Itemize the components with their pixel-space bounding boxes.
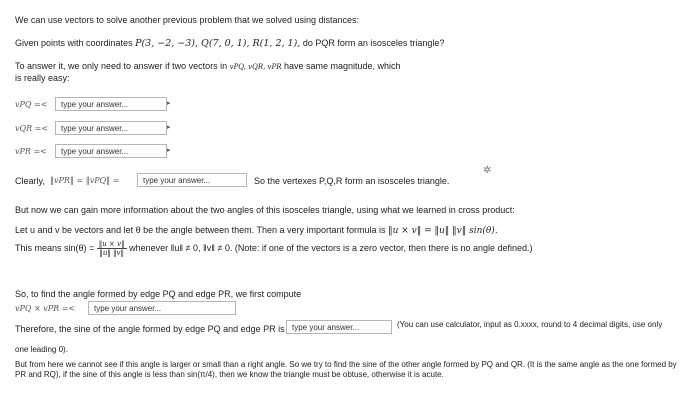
vec-pr-input[interactable]: type your answer... xyxy=(55,144,167,158)
answer-vectors: vPQ, vQR, vPR xyxy=(229,63,282,71)
clearly-expr: ‖vPR‖ = ‖vPQ‖ = xyxy=(50,176,120,185)
clearly-prefix: Clearly, xyxy=(15,176,45,186)
vec-qr-arrow-icon[interactable]: ▸ xyxy=(167,124,171,131)
let-text xyxy=(15,225,498,236)
means-prefix: This means sin(θ) = xyxy=(15,242,95,253)
vec-pr-arrow-icon[interactable]: ▸ xyxy=(167,147,171,154)
fraction-numerator: ‖u × v‖ xyxy=(98,240,125,248)
answer-text-line2: is really easy: xyxy=(15,73,70,83)
vec-qr-input[interactable]: type your answer... xyxy=(55,121,167,135)
intro-text: We can use vectors to solve another previous problem that we solved using distances: xyxy=(15,15,360,25)
so-find-text: So, to find the angle formed by edge PQ and edge PR, we first compute xyxy=(15,289,302,299)
therefore-prefix: Therefore, the sine of the angle formed by edge PQ and edge PR is xyxy=(15,324,285,334)
vec-pq-input[interactable]: type your answer... xyxy=(55,97,167,111)
vec-qr-label: vQR =< xyxy=(15,124,49,133)
answer-prefix: To answer it, we only need to answer if two vectors in xyxy=(15,61,228,71)
given-prefix: Given points with coordinates xyxy=(15,38,133,48)
cross-input[interactable]: type your answer... xyxy=(88,301,236,315)
let-formula: ‖u × v‖ = ‖u‖ ‖v‖ sin(θ). xyxy=(388,226,498,236)
gear-icon[interactable]: ✲ xyxy=(483,165,492,176)
sine-input[interactable]: type your answer... xyxy=(286,320,392,334)
vec-pr-label: vPR =< xyxy=(15,147,47,156)
sine-fraction xyxy=(97,240,127,257)
cross-label: vPQ × vPR =< xyxy=(15,304,76,313)
but-from-text: But from here we cannot see if this angle is larger or small than a right angle. So we try to find the sine of the other angle formed by PQ and QR. (It is the same angle as the one formed by PR and RQ), if the sine of this angle is less than sin(π/4), then we know the triangle must be obtuse, otherwise it is acute. xyxy=(15,360,677,379)
means-text xyxy=(15,240,533,257)
points-coordinates: P(3, −2, −3), Q(7, 0, 1), R(1, 2, 1), xyxy=(135,38,301,49)
one-leading-text: one leading 0). xyxy=(15,345,68,354)
means-suffix: whenever ‖u‖ ≠ 0, ‖v‖ ≠ 0. (Note: if one of the vectors is a zero vector, then there is no angle defined.) xyxy=(129,242,533,253)
given-suffix: do PQR form an isosceles triangle? xyxy=(302,38,445,48)
let-prefix: Let u and v be vectors and let θ be the angle between them. Then a very important formula is xyxy=(15,225,386,235)
clearly-input[interactable]: type your answer... xyxy=(137,173,247,187)
answer-text-line1 xyxy=(15,61,401,71)
answer-suffix: have same magnitude, which xyxy=(284,61,401,71)
vec-pq-arrow-icon[interactable]: ▸ xyxy=(167,100,171,107)
given-text xyxy=(15,38,444,49)
vec-pq-label: vPQ =< xyxy=(15,100,48,109)
but-now-text: But now we can gain more information about the two angles of this isosceles triangle, using what we learned in cross product: xyxy=(15,205,515,215)
therefore-note: (You can use calculator, input as 0.xxxx, round to 4 decimal digits, use only xyxy=(397,320,663,329)
clearly-suffix: So the vertexes P,Q,R form an isosceles triangle. xyxy=(254,176,450,186)
fraction-denominator: ‖u‖ ‖v‖ xyxy=(99,249,125,257)
